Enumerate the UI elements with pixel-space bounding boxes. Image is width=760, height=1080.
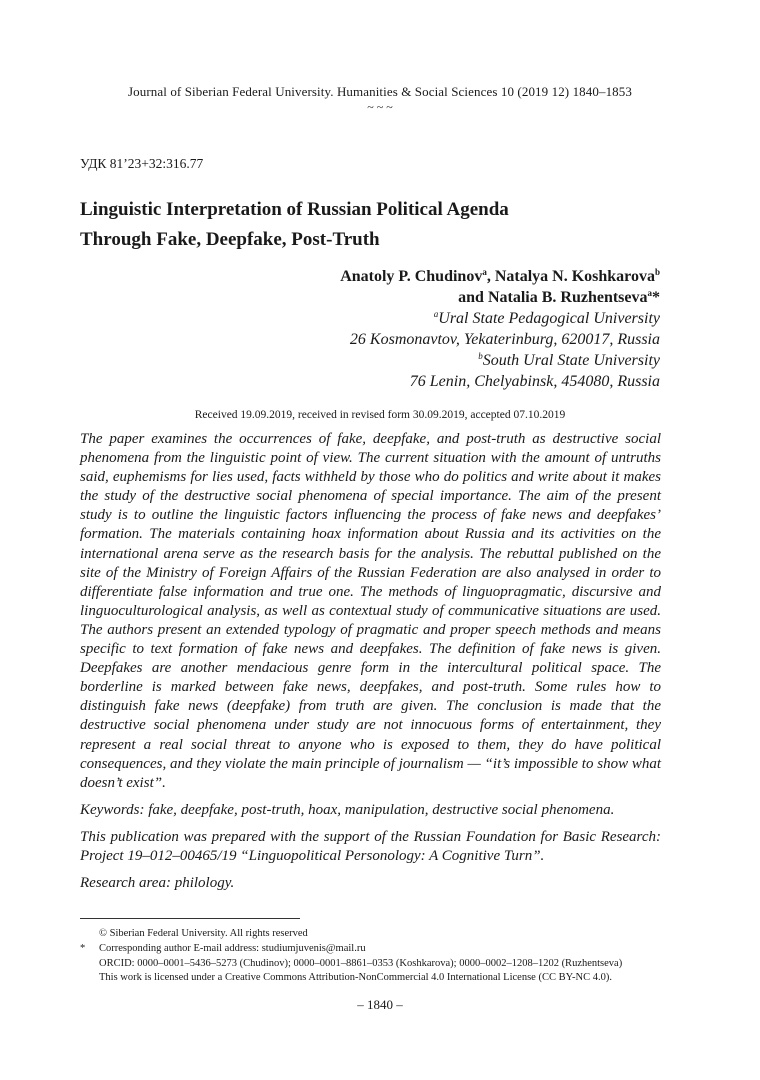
footnotes: [80, 927, 670, 986]
footnote-divider: [80, 918, 300, 919]
keywords: Keywords: fake, deepfake, post-truth, hoax, manipulation, destructive social phenomena.: [80, 801, 615, 818]
page-number: – 1840 –: [357, 997, 403, 1012]
received-dates: Received 19.09.2019, received in revised form 30.09.2019, accepted 07.10.2019: [194, 409, 566, 421]
corresponding-email: Corresponding author E-mail address: studiumjuvenis@mail.ru: [99, 942, 366, 954]
footnote-corresponding: [80, 942, 670, 957]
article-title: [80, 195, 680, 255]
abstract-text: The paper examines the occurrences of fake, deepfake, and post-truth as destructive social phenomena from the linguistic point of view. The current situation with the amount of untruths said, euphemisms for lies used, facts withheld by those who do politics and write about it makes the study of the destructive social phenomena of special importance. The aim of the present study is to outline the linguistic factors influencing the process of fake news and deepfakes’ formation. The materials containing hoax information about Russia and its activities on the international arena serve as the research basis for the analysis. The rebuttal published on the site of the Ministry of Foreign Affairs of the Russian Federation are also analysed in order to differentiate false information and true one. The methods of linguopragmatic, discursive and linguoculturological analysis, as well as contextual study of communicative situations are used. The authors present an extended typology of pragmatic and proper speech methods and means specific to text formation of fake news and deepfakes. The definition of fake news is given. Deepfakes are another mendacious genre form in the intercultural political space. The borderline is marked between fake news, deepfakes, and post-truth. Some rules how to distinguish fake news (deepfake) from truth are given. The conclusion is made that the destructive social phenomena under study are not innocuous forms of entertainment, they represent a real social threat to anyone who is exposed to them, they do have political consequences, and they violate the main principle of journalism — “it’s impossible to show what doesn’t exist”.: [80, 431, 661, 791]
affiliation-a-address: 26 Kosmonavtov, Yekaterinburg, 620017, Russia: [349, 331, 660, 348]
research-area: Research area: philology.: [80, 875, 235, 892]
footnote-orcid: ORCID: 0000–0001–5436–5273 (Chudinov); 0000–0001–8861–0353 (Koshkarova); 0000–0002–1208–1202 (Ruzhentseva): [99, 957, 623, 969]
title-line-1: Linguistic Interpretation of Russian Political Agenda: [80, 199, 509, 220]
author-1: Anatoly P. Chudinov: [340, 268, 483, 285]
corresponding-star: *: [652, 289, 660, 306]
affiliation-a-name: $^a$Ural State Pedagogical University: [433, 309, 660, 327]
author-2: Natalya N. Koshkarova: [494, 268, 655, 285]
funding-note: This publication was prepared with the support of the Russian Foundation for Basic Research: Project 19–012–00465/19 “Linguopolitical Personology: A Cognitive Turn”.: [80, 828, 661, 864]
journal-header: Journal of Siberian Federal University. Humanities & Social Sciences 10 (2019 12) 1840–1853: [128, 84, 632, 99]
footnote-copyright: © Siberian Federal University. All rights reserved: [99, 928, 308, 939]
author-3: and Natalia B. Ruzhentseva: [458, 289, 648, 306]
abstract: [80, 430, 661, 901]
footnote-license: This work is licensed under a Creative Commons Attribution-NonCommercial 4.0 International License (CC BY-NC 4.0).: [99, 972, 612, 984]
author-names-line-1: Anatoly P. Chudinov$^a$, Natalya N. Koshkarova$^b$: [340, 267, 660, 285]
author-2-affiliation-mark: b: [654, 267, 660, 277]
affiliation-b-mark: b: [478, 351, 483, 361]
udk-code: УДК 81’23+32:316.77: [80, 156, 204, 171]
author-names-line-2: [340, 287, 660, 308]
author-3-affiliation-mark: a: [647, 288, 652, 298]
author-1-affiliation-mark: a: [482, 267, 487, 277]
affiliation-b-name: $^b$South Ural State University: [478, 351, 660, 369]
title-line-2: Through Fake, Deepfake, Post-Truth: [80, 229, 380, 250]
author-block: [340, 266, 660, 392]
affiliation-b-address: 76 Lenin, Chelyabinsk, 454080, Russia: [409, 373, 660, 390]
header-ornament: ~ ~ ~: [367, 100, 393, 114]
footnote-star-mark: *: [80, 942, 86, 954]
affiliation-a-mark: a: [433, 309, 439, 319]
